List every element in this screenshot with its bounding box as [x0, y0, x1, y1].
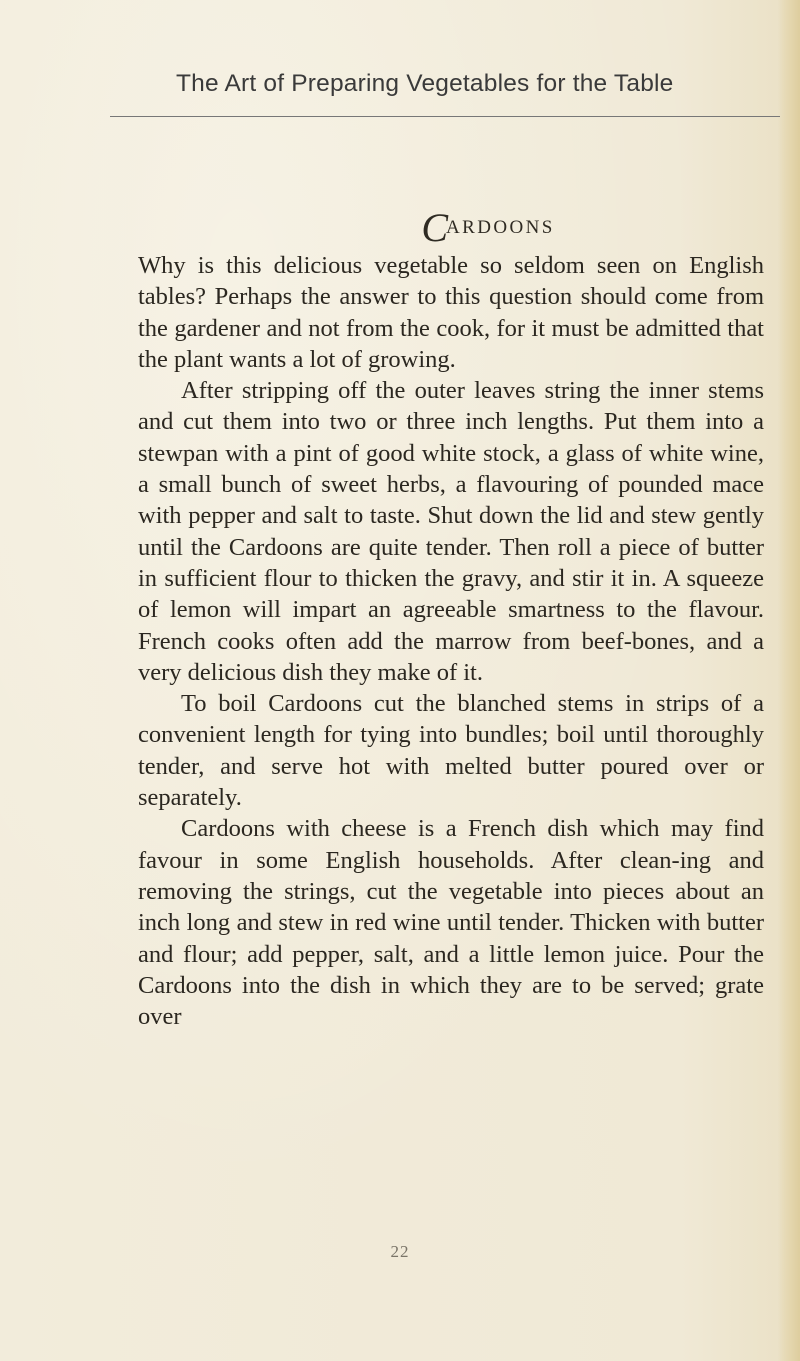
chapter-title-rest: ARDOONS: [446, 217, 555, 238]
paragraph: After stripping off the outer leaves string the inner stems and cut them into two or three inch lengths. Put them into a stewpan with a pint of good white stock, a glass of white wine, a small bunch of sweet herbs, a flavouring of pounded mace with pepper and salt to taste. Shut down the lid and stew gently until the Cardoons are quite tender. Then roll a piece of butter in sufficient flour to thicken the gravy, and stir it in. A squeeze of lemon will impart an agreeable smartness to the flavour. French cooks often add the marrow from beef-bones, and a very delicious dish they make of it.: [138, 377, 764, 686]
running-head: The Art of Preparing Vegetables for the Table: [176, 70, 674, 97]
page-number: 22: [390, 1242, 410, 1261]
body-text: [138, 250, 764, 1032]
page-edge-shadow: [778, 0, 800, 1361]
header-rule: [110, 116, 780, 117]
chapter-title-initial: C: [421, 205, 449, 250]
chapter-title: [228, 196, 748, 250]
paragraph: Cardoons with cheese is a French dish which may find favour in some English households. After clean-ing and removing the strings, cut the vegetable into pieces about an inch long and stew in red wine until tender. Thicken with butter and flour; add pepper, salt, and a little lemon juice. Pour the Cardoons into the dish in which they are to be served; grate over: [138, 815, 764, 1031]
paragraph: Why is this delicious vegetable so seldom seen on English tables? Perhaps the answer to this question should come from the gardener and not from the cook, for it must be admitted that the plant wants a lot of growing.: [138, 252, 764, 373]
paragraph: To boil Cardoons cut the blanched stems in strips of a convenient length for tying into bundles; boil until thoroughly tender, and serve hot with melted butter poured over or separately.: [138, 690, 764, 812]
